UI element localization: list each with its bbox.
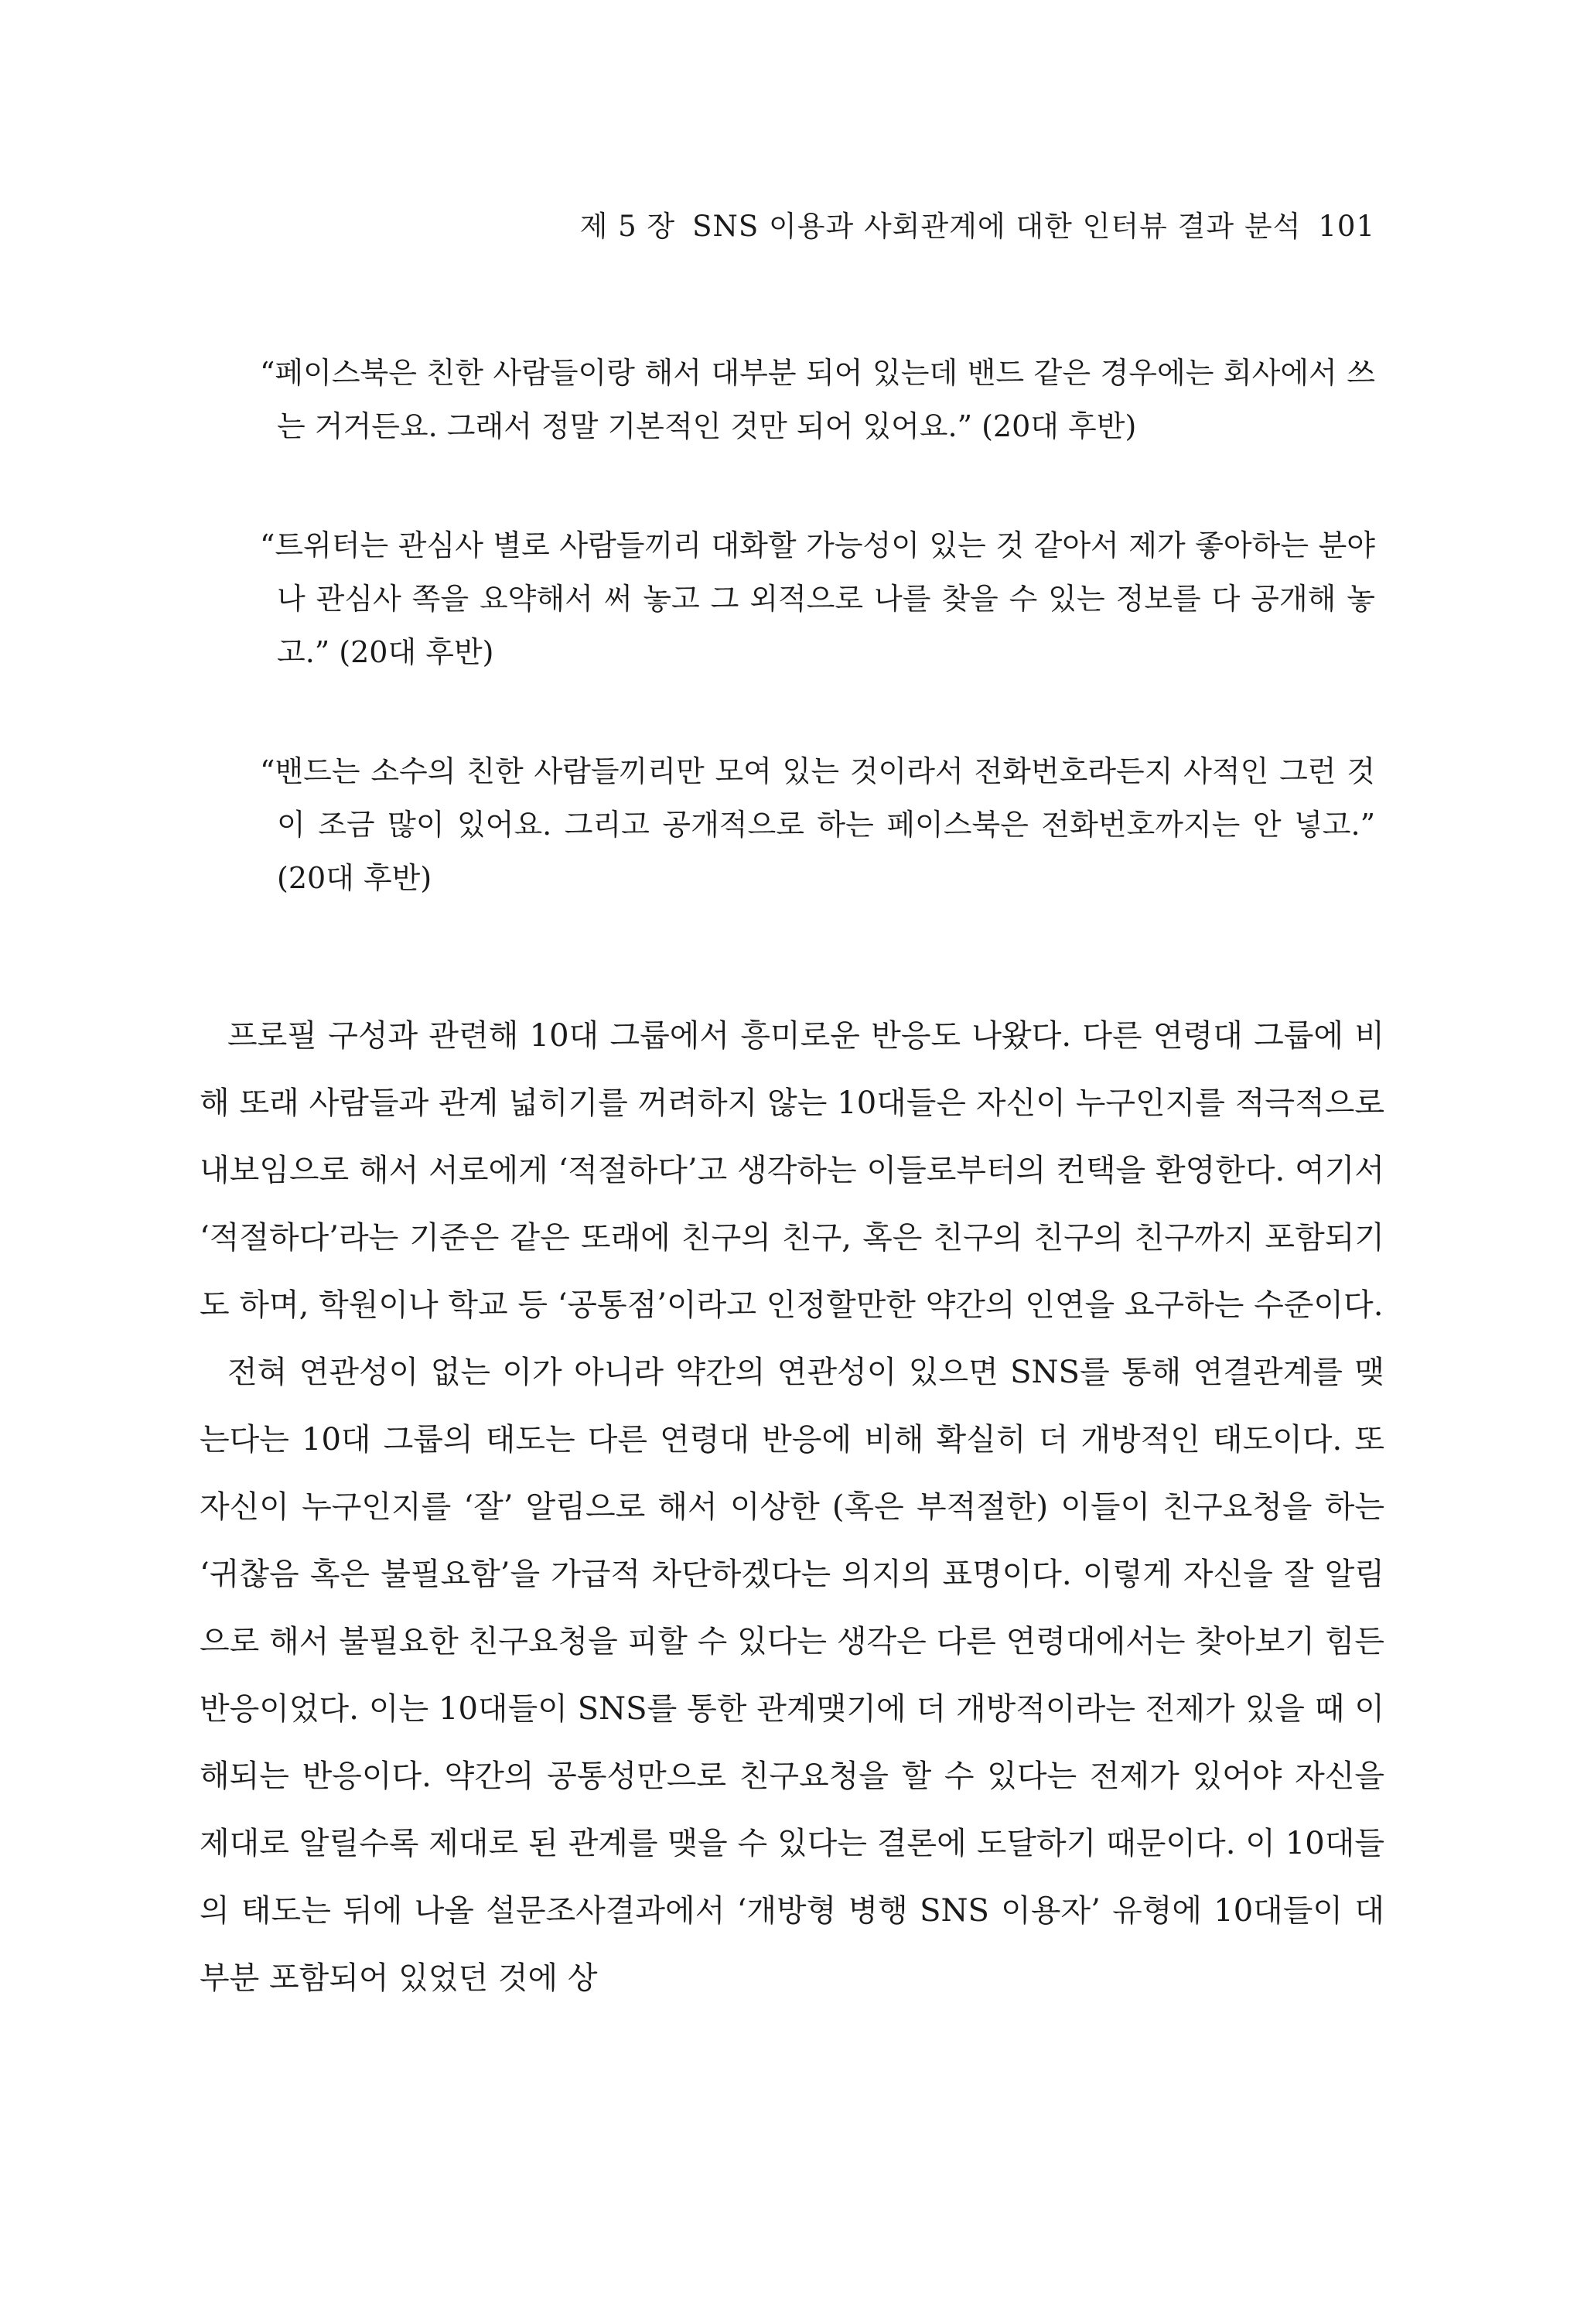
interview-quote: “밴드는 소수의 친한 사람들끼리만 모여 있는 것이라서 전화번호라든지 사적인 그런 것이 조금 많이 있어요. 그리고 공개적으로 하는 페이스북은 전화번호까지는 안 넣고.” (20대 후반) <box>260 754 1375 895</box>
body-paragraph: 전혀 연관성이 없는 이가 아니라 약간의 연관성이 있으면 SNS를 통해 연결관계를 맺는다는 10대 그룹의 태도는 다른 연령대 반응에 비해 확실히 더 개방적인 태도이다. 또 자신이 누구인지를 ‘잘’ 알림으로 해서 이상한 (혹은 부적절한) 이들이 친구요청을 하는 ‘귀찮음 혹은 불필요함’을 가급적 차단하겠다는 의지의 표명이다. 이렇게 자신을 잘 알림으로 해서 불필요한 친구요청을 피할 수 있다는 생각은 다른 연령대에서는 찾아보기 힘든 반응이었다. 이는 10대들이 SNS를 통한 관계맺기에 더 개방적이라는 전제가 있을 때 이해되는 반응이다. 약간의 공통성만으로 친구요청을 할 수 있다는 전제가 있어야 자신을 제대로 알릴수록 제대로 된 관계를 맺을 수 있다는 결론에 도달하기 때문이다. 이 10대들의 태도는 뒤에 나올 설문조사결과에서 ‘개방형 병행 SNS 이용자’ 유형에 10대들이 대부분 포함되어 있었던 것에 상 <box>200 1355 1384 1996</box>
interview-quote: “트위터는 관심사 별로 사람들끼리 대화할 가능성이 있는 것 같아서 제가 좋아하는 분야나 관심사 쪽을 요약해서 써 놓고 그 외적으로 나를 찾을 수 있는 정보를 다 공개해 놓고.” (20대 후반) <box>260 528 1375 669</box>
page-number: 101 <box>1318 210 1375 243</box>
chapter-title: SNS 이용과 사회관계에 대한 인터뷰 결과 분석 <box>692 210 1302 243</box>
body-text <box>200 1003 1384 2012</box>
running-header <box>580 203 1375 244</box>
body-paragraph: 프로필 구성과 관련해 10대 그룹에서 흥미로운 반응도 나왔다. 다른 연령대 그룹에 비해 또래 사람들과 관계 넓히기를 꺼려하지 않는 10대들은 자신이 누구인지를 적극적으로 내보임으로 해서 서로에게 ‘적절하다’고 생각하는 이들로부터의 컨택을 환영한다. 여기서 ‘적절하다’라는 기준은 같은 또래에 친구의 친구, 혹은 친구의 친구의 친구까지 포함되기도 하며, 학원이나 학교 등 ‘공통점’이라고 인정할만한 약간의 인연을 요구하는 수준이다. <box>200 1018 1384 1323</box>
chapter-label: 제 5 장 <box>579 210 676 243</box>
interview-quote: “페이스북은 친한 사람들이랑 해서 대부분 되어 있는데 밴드 같은 경우에는 회사에서 쓰는 거거든요. 그래서 정말 기본적인 것만 되어 있어요.” (20대 후반) <box>260 356 1375 443</box>
